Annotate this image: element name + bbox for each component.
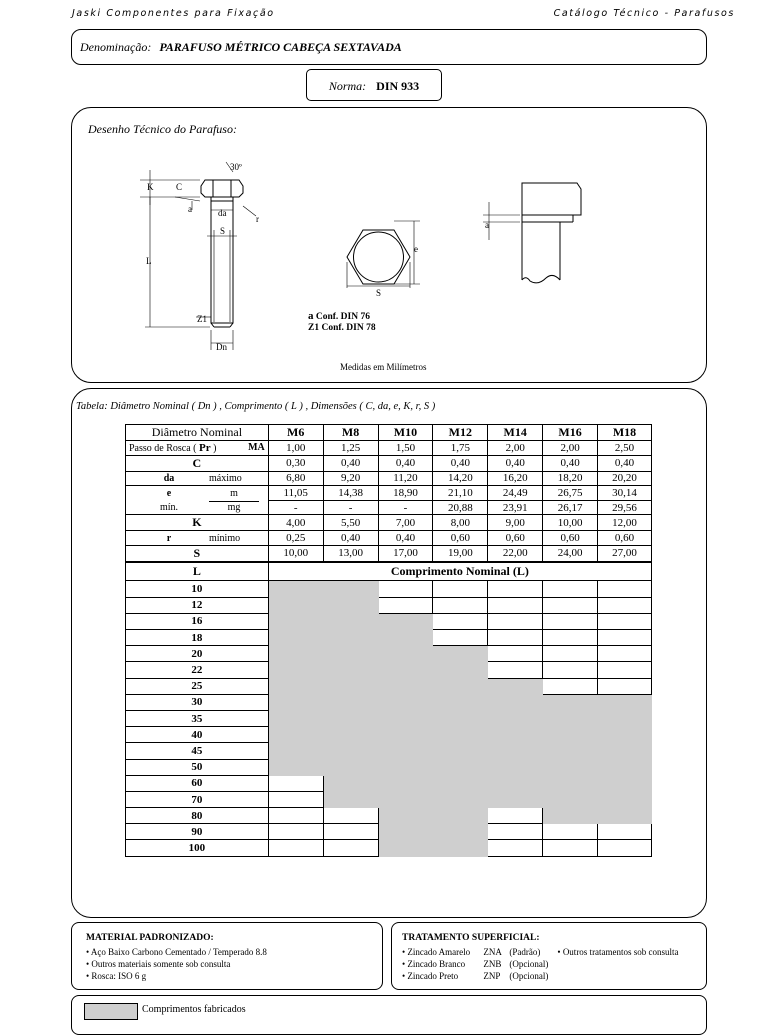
availability-cell (598, 646, 652, 662)
length-header: L (126, 562, 269, 581)
availability-cell (598, 613, 652, 629)
c-row-cell: 0,40 (433, 455, 488, 471)
pitch-row-cell: 1,75 (433, 441, 488, 456)
availability-cell (598, 694, 652, 710)
availability-cell (323, 808, 378, 824)
availability-cell (378, 694, 433, 710)
availability-cell (323, 727, 378, 743)
availability-cell (378, 710, 433, 726)
dimension-table (125, 424, 652, 857)
availability-cell (488, 678, 543, 694)
denominacao-label: Denominação: (80, 40, 152, 54)
c-row-cell: 0,40 (488, 455, 543, 471)
sizes-row (126, 425, 652, 441)
length-row (126, 710, 652, 726)
availability-cell (268, 824, 323, 840)
bolt-collar-shape (211, 197, 233, 201)
availability-cell (323, 597, 378, 613)
length-row (126, 581, 652, 597)
length-row (126, 840, 652, 856)
availability-cell (433, 824, 488, 840)
material-title: MATERIAL PADRONIZADO: (86, 933, 214, 943)
length-row (126, 743, 652, 759)
s-label: S (126, 545, 269, 562)
drawing-title: Desenho Técnico do Parafuso: (88, 122, 237, 136)
availability-cell (488, 597, 543, 613)
da-row-cell: 6,80 (268, 471, 323, 486)
e-m-row-cell: 14,38 (323, 486, 378, 501)
availability-cell (543, 581, 598, 597)
e-m-row-cell: 24,49 (488, 486, 543, 501)
availability-cell (488, 662, 543, 678)
availability-cell (488, 581, 543, 597)
availability-cell (598, 597, 652, 613)
availability-cell (543, 597, 598, 613)
length-row (126, 597, 652, 613)
availability-cell (488, 759, 543, 775)
e-m-row-cell: 30,14 (598, 486, 652, 501)
length-row (126, 678, 652, 694)
material-item: • Outros materiais somente sob consulta (86, 959, 231, 969)
length-row (126, 630, 652, 646)
label-r: r (256, 214, 259, 224)
label-l: L (146, 256, 152, 266)
availability-cell (598, 581, 652, 597)
k-row (126, 515, 652, 531)
availability-cell (268, 581, 323, 597)
length-value: 80 (126, 808, 269, 824)
norma-label: Norma: (328, 79, 367, 93)
e-mg-row-cell: 23,91 (488, 500, 543, 515)
svg-text:a Conf. DIN 76 (308, 310, 370, 322)
legend-box (71, 995, 707, 1035)
s-row (126, 545, 652, 562)
length-value: 90 (126, 824, 269, 840)
availability-cell (488, 710, 543, 726)
length-title: Comprimento Nominal (L) (268, 562, 651, 581)
pitch-label: Passo de Rosca ( Pr ) MA (126, 441, 269, 456)
size-header: M12 (433, 425, 488, 441)
pitch-row-cell: 1,00 (268, 441, 323, 456)
e-mg-row-cell: - (323, 500, 378, 515)
length-value: 40 (126, 727, 269, 743)
availability-cell (433, 597, 488, 613)
tratamento-item: • Zincado Preto ZNP (Opcional) (402, 971, 549, 981)
size-header: M8 (323, 425, 378, 441)
da-label: da máximo (126, 471, 269, 486)
availability-cell (598, 678, 652, 694)
label-angle: 30º (230, 162, 242, 172)
da-row-cell: 18,20 (543, 471, 598, 486)
pitch-row-cell: 2,50 (598, 441, 652, 456)
size-header: M14 (488, 425, 543, 441)
length-row (126, 791, 652, 807)
availability-cell (268, 597, 323, 613)
availability-cell (543, 775, 598, 791)
r-row-cell: 0,25 (268, 531, 323, 546)
da-row (126, 471, 652, 486)
availability-cell (598, 824, 652, 840)
availability-cell (488, 694, 543, 710)
label-a: a (188, 204, 192, 214)
availability-cell (433, 808, 488, 824)
availability-cell (433, 630, 488, 646)
availability-cell (268, 727, 323, 743)
s-row-cell: 24,00 (543, 545, 598, 562)
r-row-cell: 0,60 (598, 531, 652, 546)
c-row-cell: 0,40 (598, 455, 652, 471)
availability-cell (543, 824, 598, 840)
e-m-row (126, 486, 652, 501)
svg-text:Z1 Conf. DIN 78 (308, 323, 376, 333)
availability-cell (598, 808, 652, 824)
availability-cell (323, 759, 378, 775)
availability-cell (543, 678, 598, 694)
header-catalog: Catálogo Técnico - Parafusos (553, 8, 735, 19)
length-value: 20 (126, 646, 269, 662)
e-mg-row-cell: 26,17 (543, 500, 598, 515)
length-row (126, 808, 652, 824)
availability-cell (488, 808, 543, 824)
k-row-cell: 5,50 (323, 515, 378, 531)
length-value: 30 (126, 694, 269, 710)
availability-cell (488, 840, 543, 856)
availability-cell (543, 840, 598, 856)
availability-cell (378, 597, 433, 613)
da-row-cell: 16,20 (488, 471, 543, 486)
availability-cell (323, 694, 378, 710)
note-a-key: a (308, 310, 314, 322)
s-row-cell: 17,00 (378, 545, 433, 562)
c-row-cell: 0,40 (543, 455, 598, 471)
tratamento-title: TRATAMENTO SUPERFICIAL: (402, 933, 540, 943)
availability-cell (433, 613, 488, 629)
e-mg-row (126, 500, 652, 515)
label-z1: Z1 (197, 314, 207, 324)
availability-cell (378, 630, 433, 646)
availability-cell (433, 840, 488, 856)
length-value: 22 (126, 662, 269, 678)
availability-cell (433, 710, 488, 726)
availability-cell (488, 727, 543, 743)
availability-cell (598, 743, 652, 759)
e-mg-label: mín. mg (126, 500, 269, 515)
size-header: M6 (268, 425, 323, 441)
length-value: 100 (126, 840, 269, 856)
note-z1-text: Conf. DIN 78 (321, 323, 376, 333)
c-row-cell: 0,30 (268, 455, 323, 471)
availability-cell (488, 613, 543, 629)
length-value: 50 (126, 759, 269, 775)
availability-cell (433, 678, 488, 694)
availability-cell (323, 630, 378, 646)
header-company: Jaski Componentes para Fixação (72, 8, 275, 19)
size-header: M18 (598, 425, 652, 441)
availability-cell (268, 775, 323, 791)
availability-cell (488, 791, 543, 807)
k-row-cell: 12,00 (598, 515, 652, 531)
s-row-cell: 19,00 (433, 545, 488, 562)
length-value: 12 (126, 597, 269, 613)
availability-cell (378, 840, 433, 856)
availability-cell (323, 840, 378, 856)
availability-cell (543, 710, 598, 726)
technical-drawing (0, 0, 768, 400)
label-da: da (218, 208, 227, 218)
r-row-cell: 0,60 (543, 531, 598, 546)
material-box (71, 922, 383, 990)
availability-cell (543, 646, 598, 662)
availability-cell (598, 775, 652, 791)
availability-cell (543, 613, 598, 629)
availability-cell (433, 581, 488, 597)
length-header-row (126, 562, 652, 581)
availability-cell (433, 743, 488, 759)
tratamento-item: • Zincado Amarelo ZNA (Padrão) • Outros tratamentos sob consulta (402, 947, 679, 957)
e-label: e m (126, 486, 269, 501)
availability-cell (598, 759, 652, 775)
availability-cell (433, 646, 488, 662)
availability-cell (598, 727, 652, 743)
tratamento-extra: Outros tratamentos sob consulta (562, 947, 679, 957)
availability-cell (268, 646, 323, 662)
legend-text: Comprimentos fabricados (142, 1004, 246, 1015)
pitch-row-cell: 2,00 (488, 441, 543, 456)
availability-cell (323, 581, 378, 597)
pitch-row-cell: 1,50 (378, 441, 433, 456)
length-row (126, 775, 652, 791)
length-row (126, 694, 652, 710)
availability-cell (378, 613, 433, 629)
availability-cell (488, 630, 543, 646)
length-value: 70 (126, 791, 269, 807)
availability-cell (268, 791, 323, 807)
hex-top-view-shape (347, 230, 410, 284)
availability-cell (323, 662, 378, 678)
availability-cell (543, 630, 598, 646)
availability-cell (378, 662, 433, 678)
da-row-cell: 11,20 (378, 471, 433, 486)
availability-cell (378, 646, 433, 662)
availability-cell (433, 694, 488, 710)
availability-cell (488, 646, 543, 662)
availability-cell (543, 662, 598, 678)
availability-cell (543, 759, 598, 775)
availability-cell (268, 662, 323, 678)
length-row (126, 759, 652, 775)
availability-cell (378, 727, 433, 743)
availability-cell (378, 775, 433, 791)
length-row (126, 646, 652, 662)
availability-cell (323, 646, 378, 662)
availability-cell (268, 743, 323, 759)
k-row-cell: 4,00 (268, 515, 323, 531)
availability-cell (268, 759, 323, 775)
availability-cell (433, 775, 488, 791)
label-s-top: S (376, 288, 382, 298)
availability-cell (433, 662, 488, 678)
tratamento-box (391, 922, 707, 990)
availability-cell (323, 678, 378, 694)
e-m-row-cell: 26,75 (543, 486, 598, 501)
da-row-cell: 20,20 (598, 471, 652, 486)
note-a-text: Conf. DIN 76 (315, 312, 370, 322)
c-row-cell: 0,40 (323, 455, 378, 471)
availability-cell (543, 808, 598, 824)
availability-cell (543, 727, 598, 743)
pitch-row-cell: 1,25 (323, 441, 378, 456)
availability-cell (598, 710, 652, 726)
c-row-cell: 0,40 (378, 455, 433, 471)
availability-cell (598, 630, 652, 646)
availability-cell (268, 710, 323, 726)
legend-swatch (84, 1003, 138, 1020)
s-row-cell: 27,00 (598, 545, 652, 562)
length-value: 45 (126, 743, 269, 759)
k-row-cell: 7,00 (378, 515, 433, 531)
length-row (126, 662, 652, 678)
availability-cell (433, 759, 488, 775)
e-m-row-cell: 11,05 (268, 486, 323, 501)
availability-cell (598, 791, 652, 807)
availability-cell (598, 840, 652, 856)
length-value: 10 (126, 581, 269, 597)
r-row-cell: 0,40 (323, 531, 378, 546)
availability-cell (543, 743, 598, 759)
length-row (126, 613, 652, 629)
note-z1-key: Z1 (308, 323, 320, 333)
availability-cell (378, 581, 433, 597)
size-header: M16 (543, 425, 598, 441)
availability-cell (268, 613, 323, 629)
r-row-cell: 0,40 (378, 531, 433, 546)
detail-head-shape (522, 183, 581, 215)
availability-cell (323, 613, 378, 629)
denominacao-value: PARAFUSO MÉTRICO CABEÇA SEXTAVADA (159, 40, 402, 54)
material-item: • Rosca: ISO 6 g (86, 971, 147, 981)
length-row (126, 824, 652, 840)
k-label: K (126, 515, 269, 531)
size-header: M10 (378, 425, 433, 441)
label-c: C (176, 182, 183, 192)
availability-cell (323, 710, 378, 726)
table-caption: Tabela: Diâmetro Nominal ( Dn ) , Comprimento ( L ) , Dimensões ( C, da, e, K, r, S ) (76, 401, 436, 412)
da-row-cell: 9,20 (323, 471, 378, 486)
pitch-row-cell: 2,00 (543, 441, 598, 456)
k-row-cell: 8,00 (433, 515, 488, 531)
availability-cell (323, 791, 378, 807)
r-row-cell: 0,60 (488, 531, 543, 546)
k-row-cell: 9,00 (488, 515, 543, 531)
material-item: • Aço Baixo Carbono Cementado / Temperado 8.8 (86, 947, 267, 957)
tratamento-item: • Zincado Branco ZNB (Opcional) (402, 959, 549, 969)
label-k: K (147, 182, 154, 192)
availability-cell (433, 791, 488, 807)
availability-cell (323, 743, 378, 759)
e-m-row-cell: 21,10 (433, 486, 488, 501)
availability-cell (378, 759, 433, 775)
k-row-cell: 10,00 (543, 515, 598, 531)
length-value: 16 (126, 613, 269, 629)
availability-cell (268, 808, 323, 824)
length-value: 35 (126, 710, 269, 726)
availability-cell (378, 678, 433, 694)
e-mg-row-cell: 20,88 (433, 500, 488, 515)
length-value: 60 (126, 775, 269, 791)
availability-cell (488, 743, 543, 759)
norma-value: DIN 933 (376, 79, 420, 93)
s-row-cell: 10,00 (268, 545, 323, 562)
availability-cell (378, 808, 433, 824)
availability-cell (543, 791, 598, 807)
availability-cell (488, 824, 543, 840)
availability-cell (488, 775, 543, 791)
availability-cell (268, 678, 323, 694)
length-value: 18 (126, 630, 269, 646)
availability-cell (323, 824, 378, 840)
c-label: C (126, 455, 269, 471)
r-label: r mínimo (126, 531, 269, 546)
da-row-cell: 14,20 (433, 471, 488, 486)
s-row-cell: 13,00 (323, 545, 378, 562)
availability-cell (268, 630, 323, 646)
e-mg-row-cell: - (268, 500, 323, 515)
pitch-row (126, 441, 652, 456)
s-row-cell: 22,00 (488, 545, 543, 562)
availability-cell (433, 727, 488, 743)
availability-cell (378, 824, 433, 840)
length-value: 25 (126, 678, 269, 694)
units-note: Medidas em Milímetros (340, 362, 427, 372)
e-m-row-cell: 18,90 (378, 486, 433, 501)
length-row (126, 727, 652, 743)
availability-cell (268, 694, 323, 710)
availability-cell (598, 662, 652, 678)
label-s-side: S (220, 226, 226, 236)
dn-label: Diâmetro Nominal (126, 425, 269, 441)
r-row-cell: 0,60 (433, 531, 488, 546)
availability-cell (268, 840, 323, 856)
r-row (126, 531, 652, 546)
bolt-head-shape (201, 180, 243, 197)
availability-cell (543, 694, 598, 710)
c-row (126, 455, 652, 471)
availability-cell (378, 743, 433, 759)
label-dn: Dn (216, 342, 227, 352)
availability-cell (323, 775, 378, 791)
e-mg-row-cell: 29,56 (598, 500, 652, 515)
label-e: e (414, 244, 418, 254)
e-mg-row-cell: - (378, 500, 433, 515)
label-a-detail: a (485, 220, 489, 230)
availability-cell (378, 791, 433, 807)
